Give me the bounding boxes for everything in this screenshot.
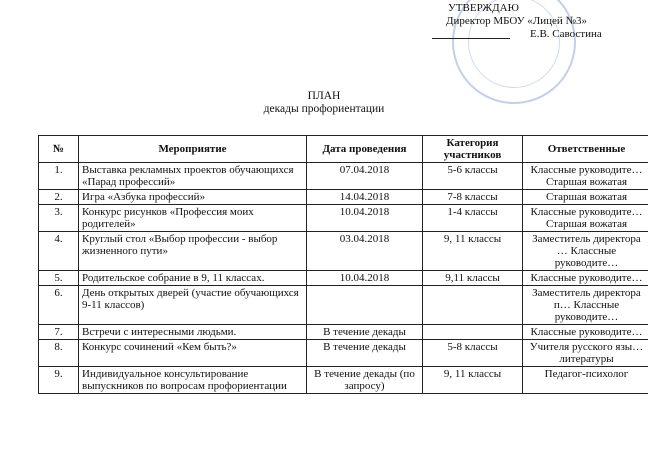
table-row <box>39 367 648 394</box>
row-num: 1. <box>39 163 79 190</box>
row-num: 5. <box>39 271 79 286</box>
row-category: 9,11 классы <box>423 271 523 286</box>
row-event: Конкурс сочинений «Кем быть?» <box>79 340 307 367</box>
table-row <box>39 232 648 271</box>
row-responsible: Классные руководите… <box>523 271 648 286</box>
row-responsible: Старшая вожатая <box>523 190 648 205</box>
row-responsible: Классные руководите… Старшая вожатая <box>523 163 648 190</box>
row-event: Родительское собрание в 9, 11 классах. <box>79 271 307 286</box>
header-date: Дата проведения <box>307 136 423 163</box>
header-event: Мероприятие <box>79 136 307 163</box>
row-num: 6. <box>39 286 79 325</box>
approval-heading: УТВЕРЖДАЮ <box>448 2 519 14</box>
row-date: 10.04.2018 <box>307 205 423 232</box>
document-title <box>0 90 648 116</box>
row-responsible: Заместитель директора … Классные руководите… <box>523 232 648 271</box>
row-responsible: Заместитель директора п… Классные руководите… <box>523 286 648 325</box>
row-responsible: Учителя русского язы… литературы <box>523 340 648 367</box>
row-date <box>307 286 423 325</box>
row-num: 8. <box>39 340 79 367</box>
approval-signatory: Е.В. Савостина <box>530 28 602 40</box>
row-event: Индивидуальное консультирование выпускников по вопросам профориентации <box>79 367 307 394</box>
row-event: Выставка рекламных проектов обучающихся «Парад профессий» <box>79 163 307 190</box>
table-row <box>39 205 648 232</box>
title-main: ПЛАН <box>307 90 341 102</box>
row-date: В течение декады (по запросу) <box>307 367 423 394</box>
approval-position: Директор МБОУ «Лицей №3» <box>446 15 588 27</box>
row-date: 07.04.2018 <box>307 163 423 190</box>
row-date: 03.04.2018 <box>307 232 423 271</box>
row-category <box>423 286 523 325</box>
table-row <box>39 325 648 340</box>
row-category <box>423 325 523 340</box>
row-num: 2. <box>39 190 79 205</box>
approval-block <box>446 2 602 40</box>
table-row <box>39 163 648 190</box>
row-num: 3. <box>39 205 79 232</box>
row-date: В течение декады <box>307 340 423 367</box>
table-header-row <box>39 136 648 163</box>
row-category: 5-8 классы <box>423 340 523 367</box>
table-row <box>39 190 648 205</box>
row-category: 5-6 классы <box>423 163 523 190</box>
row-event: Конкурс рисунков «Профессия моих родителей» <box>79 205 307 232</box>
row-responsible: Педагог-психолог <box>523 367 648 394</box>
row-num: 9. <box>39 367 79 394</box>
row-date: 10.04.2018 <box>307 271 423 286</box>
signature-line <box>432 38 510 39</box>
row-category: 7-8 классы <box>423 190 523 205</box>
title-sub: декады профориентации <box>263 103 385 115</box>
header-category: Категория участников <box>423 136 523 163</box>
table-row <box>39 286 648 325</box>
row-date: 14.04.2018 <box>307 190 423 205</box>
row-responsible: Классные руководите… Старшая вожатая <box>523 205 648 232</box>
row-num: 4. <box>39 232 79 271</box>
row-category: 1-4 классы <box>423 205 523 232</box>
row-event: Круглый стол «Выбор профессии - выбор жизненного пути» <box>79 232 307 271</box>
row-event: День открытых дверей (участие обучающихся 9-11 классов) <box>79 286 307 325</box>
table-row <box>39 340 648 367</box>
row-responsible: Классные руководите… <box>523 325 648 340</box>
header-responsible: Ответственные <box>523 136 648 163</box>
row-event: Встречи с интересными людьми. <box>79 325 307 340</box>
row-event: Игра «Азбука профессий» <box>79 190 307 205</box>
row-category: 9, 11 классы <box>423 367 523 394</box>
table-row <box>39 271 648 286</box>
row-category: 9, 11 классы <box>423 232 523 271</box>
header-num: № <box>39 136 79 163</box>
row-num: 7. <box>39 325 79 340</box>
plan-table <box>38 135 648 394</box>
row-date: В течение декады <box>307 325 423 340</box>
